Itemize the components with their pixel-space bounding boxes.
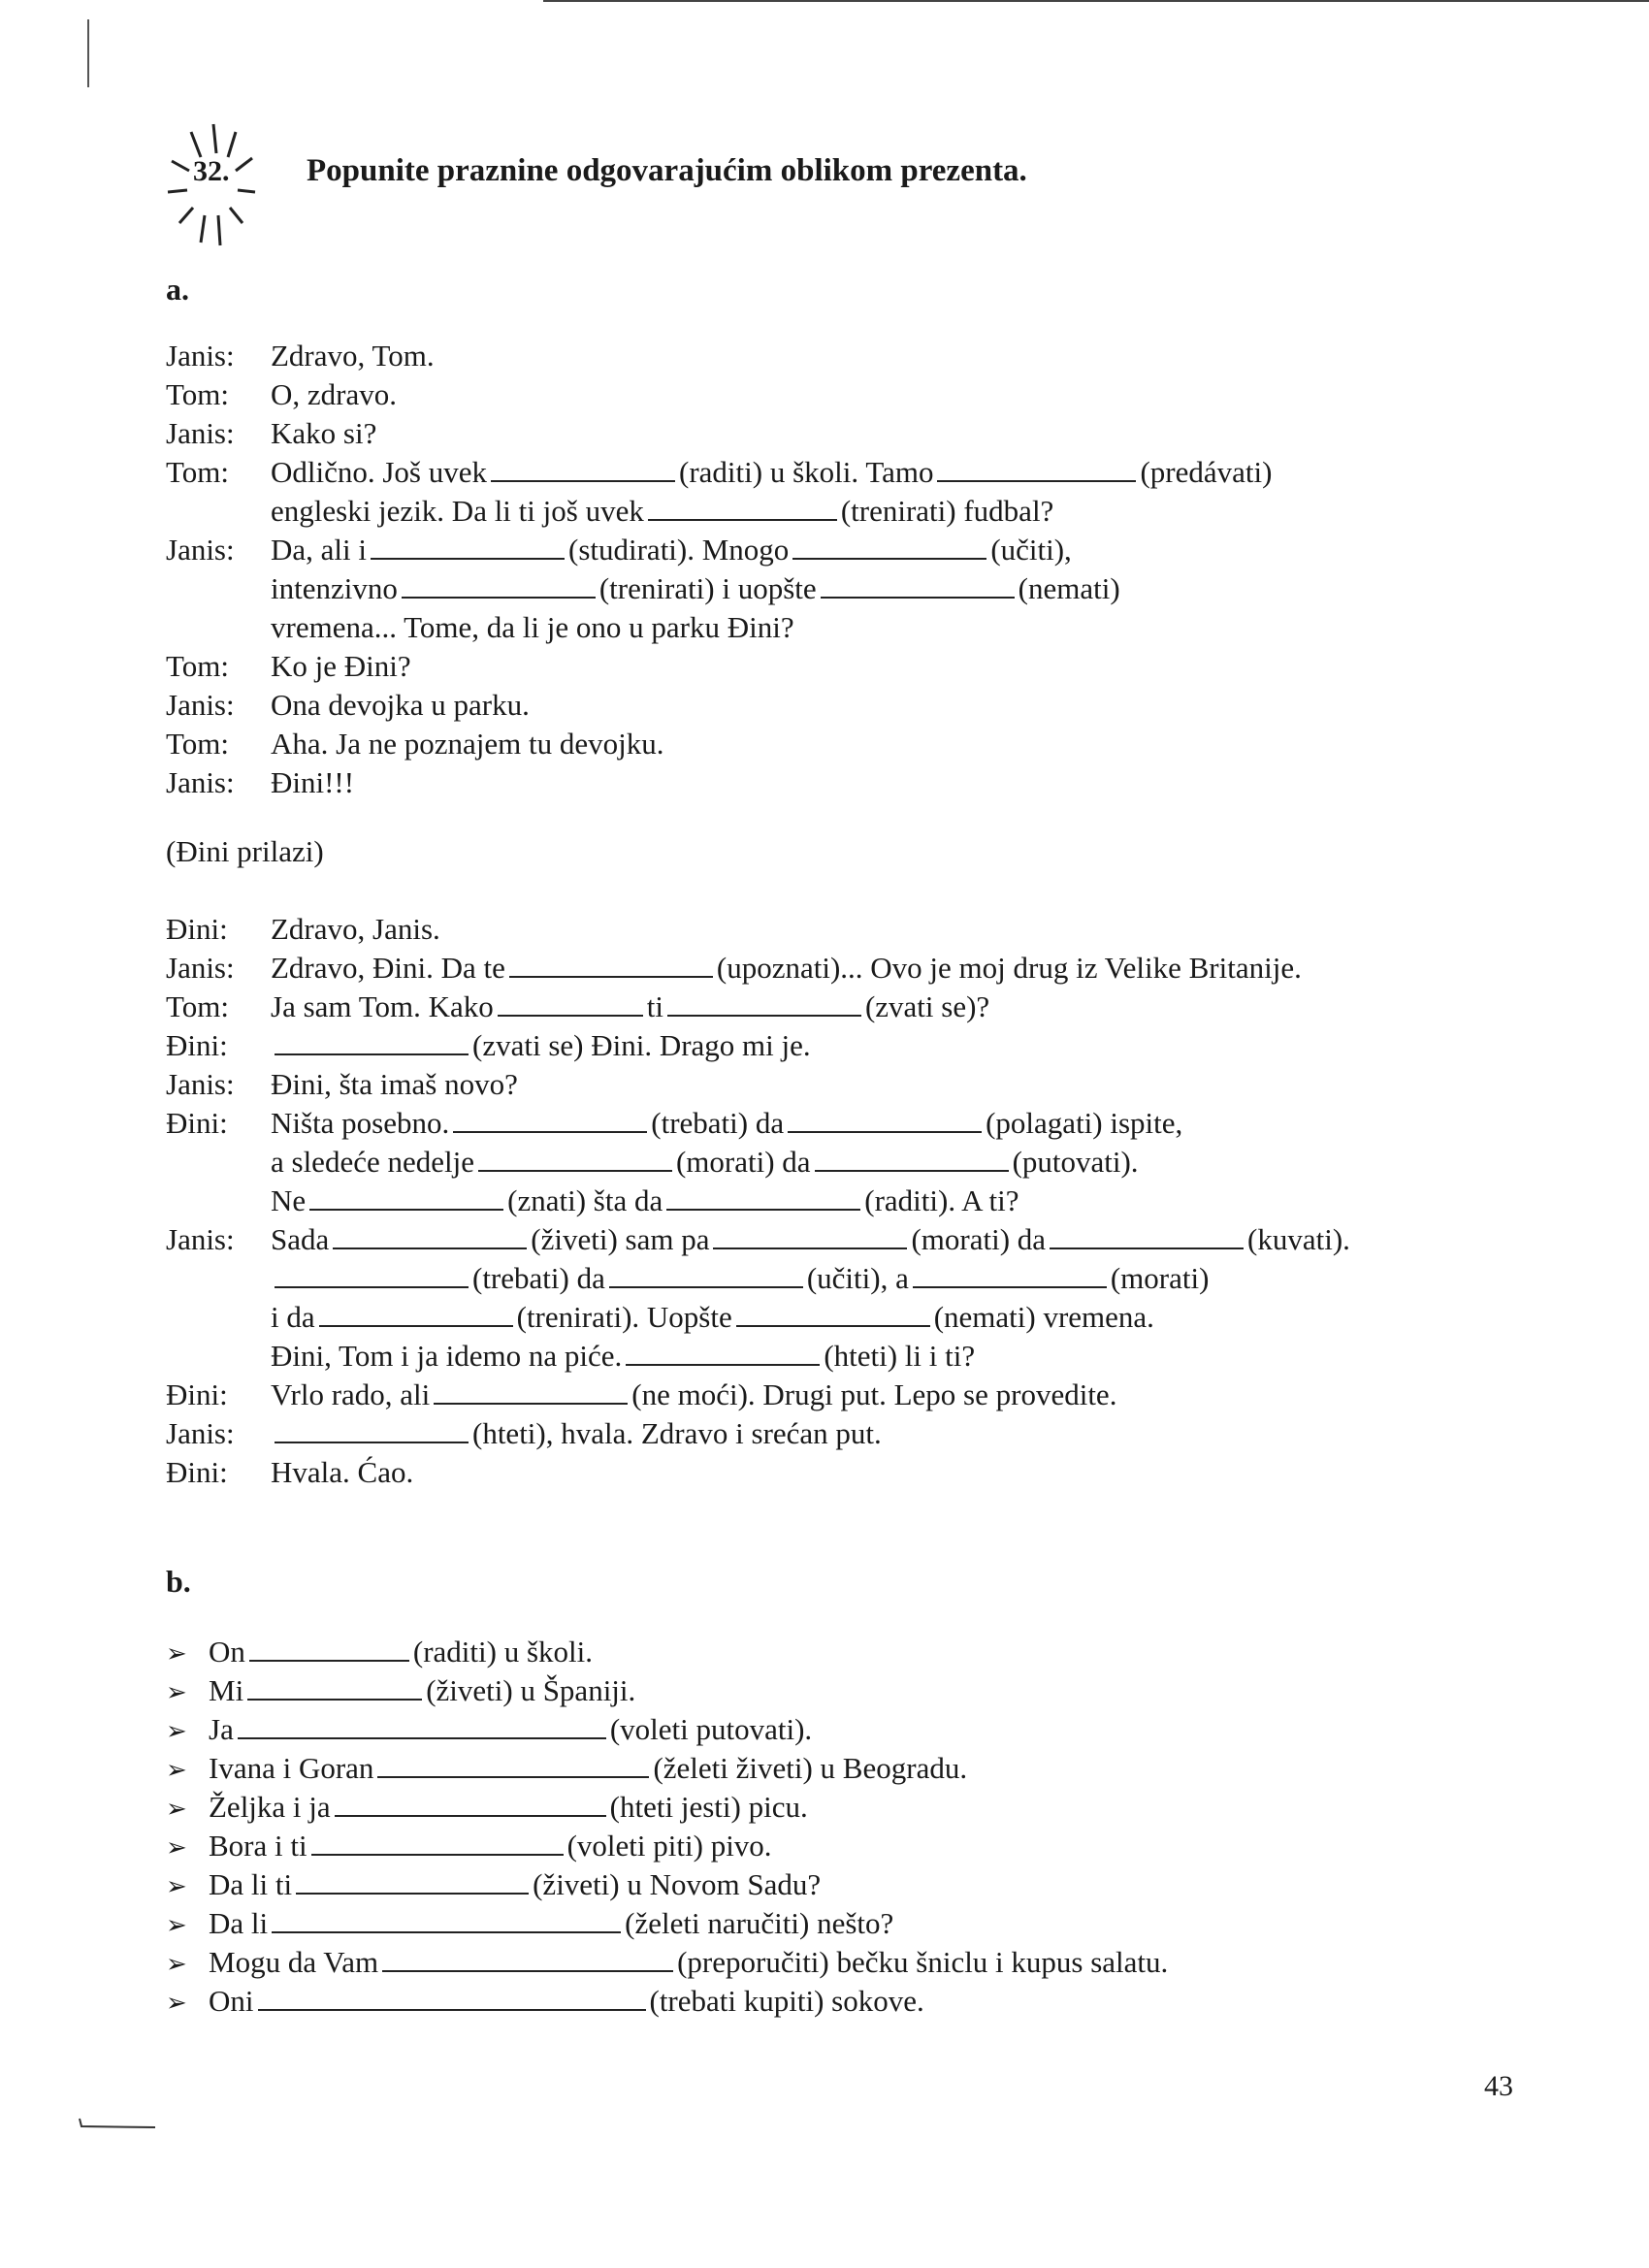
line-segment: Đini, Tom i ja idemo na piće. <box>271 1339 623 1373</box>
line-segment: Odlično. Još uvek <box>271 455 488 489</box>
line-text <box>271 1065 518 1104</box>
answer-blank[interactable] <box>498 989 643 1017</box>
line-segment: Kako si? <box>271 416 377 450</box>
dialogue-line <box>166 1143 1524 1182</box>
answer-blank[interactable] <box>238 1712 606 1739</box>
item-hint: (raditi) u školi. <box>412 1635 593 1669</box>
answer-blank[interactable] <box>937 455 1136 482</box>
dialogue-line <box>166 1220 1524 1259</box>
line-text <box>271 608 794 647</box>
item-hint: (voleti putovati). <box>609 1712 813 1746</box>
dialogue-line <box>166 337 1524 375</box>
exercise-instruction: Popunite praznine odgovarajućim oblikom prezenta. <box>307 153 1027 188</box>
line-text <box>271 686 530 725</box>
answer-blank[interactable] <box>335 1790 606 1817</box>
line-text <box>271 337 435 375</box>
dialogue-line <box>166 531 1524 569</box>
arrowhead-bullet-icon: ➢ <box>166 1911 187 1939</box>
list-item <box>166 1633 1168 1671</box>
answer-blank[interactable] <box>434 1377 628 1405</box>
line-text <box>271 763 354 802</box>
line-segment: (zvati se)? <box>864 989 990 1023</box>
line-text <box>271 569 1120 608</box>
answer-blank[interactable] <box>382 1945 673 1972</box>
line-segment: (studirati). Mnogo <box>568 533 790 567</box>
dialogue-line <box>166 1298 1524 1337</box>
dialogue-line <box>166 492 1524 531</box>
line-segment: (učiti), a <box>806 1261 909 1295</box>
list-item <box>166 1943 1168 1982</box>
dialogue-line <box>166 910 1524 949</box>
answer-blank[interactable] <box>509 951 713 978</box>
speaker-name: Janis: <box>166 1416 235 1450</box>
line-segment: (znati) šta da <box>507 1183 663 1217</box>
answer-blank[interactable] <box>713 1222 907 1249</box>
answer-blank[interactable] <box>736 1300 930 1327</box>
item-hint: (trebati kupiti) sokove. <box>649 1984 924 2018</box>
section-b-label: b. <box>166 1564 191 1599</box>
dialogue-part1 <box>166 337 1524 802</box>
answer-blank[interactable] <box>821 571 1015 599</box>
item-subject: Željka i ja <box>209 1790 331 1824</box>
line-text <box>271 725 663 763</box>
line-text <box>271 414 376 453</box>
list-item <box>166 1982 1168 2021</box>
line-segment: Da, ali i <box>271 533 367 567</box>
answer-blank[interactable] <box>333 1222 527 1249</box>
item-subject: Ivana i Goran <box>209 1751 374 1785</box>
line-segment: intenzivno <box>271 571 398 605</box>
answer-blank[interactable] <box>311 1829 564 1856</box>
speaker-name <box>166 1143 271 1182</box>
item-subject: Mogu da Vam <box>209 1945 379 1979</box>
scan-edge-line <box>87 19 89 87</box>
item-subject: Oni <box>209 1984 254 2018</box>
speaker-name: Janis: <box>166 339 235 373</box>
line-segment: (polagati) ispite, <box>986 1106 1183 1140</box>
speaker-name: Janis: <box>166 1222 235 1256</box>
answer-blank[interactable] <box>788 1106 982 1133</box>
stage-direction: (Đini prilazi) <box>166 834 324 868</box>
line-segment: (predávati) <box>1140 455 1273 489</box>
line-segment: (trebati) da <box>472 1261 605 1295</box>
answer-blank[interactable] <box>371 533 565 560</box>
list-item <box>166 1671 1168 1710</box>
line-segment: Zdravo, Đini. Da te <box>271 951 505 985</box>
line-text <box>271 1220 1350 1259</box>
speaker-name: Janis: <box>166 951 235 985</box>
answer-blank[interactable] <box>249 1635 409 1662</box>
dialogue-line <box>166 1065 1524 1104</box>
exercise-number-badge <box>160 114 267 250</box>
dialogue-line <box>166 1414 1524 1453</box>
speaker-name: Tom: <box>166 989 229 1023</box>
line-segment: (putovati). <box>1012 1145 1139 1179</box>
answer-blank[interactable] <box>626 1339 820 1366</box>
line-segment: (trenirati) fudbal? <box>840 494 1054 528</box>
line-segment: (živeti) sam pa <box>531 1222 710 1256</box>
line-segment: (upoznati)... Ovo je moj drug iz Velike Britanije. <box>716 951 1302 985</box>
answer-blank[interactable] <box>275 1028 469 1055</box>
line-segment: Đini!!! <box>271 765 355 799</box>
item-subject: On <box>209 1635 245 1669</box>
arrowhead-bullet-icon: ➢ <box>166 1678 187 1706</box>
answer-blank[interactable] <box>309 1183 503 1211</box>
dialogue-line <box>166 1026 1524 1065</box>
speaker-name: Janis: <box>166 1067 235 1101</box>
speaker-name <box>166 492 271 531</box>
speaker-name <box>166 1259 271 1298</box>
line-segment: Sada <box>271 1222 330 1256</box>
line-segment: Đini, šta imaš novo? <box>271 1067 518 1101</box>
answer-blank[interactable] <box>453 1106 647 1133</box>
line-segment: (raditi). A ti? <box>864 1183 1019 1217</box>
line-segment: Ko je Đini? <box>271 649 411 683</box>
line-segment: Hvala. Ćao. <box>271 1455 414 1489</box>
item-subject: Ja <box>209 1712 234 1746</box>
dialogue-line <box>166 453 1524 492</box>
line-text <box>271 1026 811 1065</box>
speaker-name: Tom: <box>166 649 229 683</box>
arrowhead-bullet-icon: ➢ <box>166 1795 187 1823</box>
dialogue-line <box>166 647 1524 686</box>
line-segment: Ništa posebno. <box>271 1106 450 1140</box>
dialogue-line <box>166 375 1524 414</box>
answer-blank[interactable] <box>377 1751 649 1778</box>
answer-blank[interactable] <box>272 1906 621 1933</box>
speaker-name <box>166 1298 271 1337</box>
line-segment: Aha. Ja ne poznajem tu devojku. <box>271 727 664 761</box>
answer-blank[interactable] <box>478 1145 672 1172</box>
speaker-name: Janis: <box>166 533 235 567</box>
line-segment: (trenirati). Uopšte <box>516 1300 732 1334</box>
speaker-name: Đini: <box>166 912 228 946</box>
item-hint: (hteti jesti) picu. <box>609 1790 808 1824</box>
speaker-name: Đini: <box>166 1377 228 1411</box>
speaker-name: Tom: <box>166 455 229 489</box>
speaker-name: Đini: <box>166 1106 228 1140</box>
line-segment: a sledeće nedelje <box>271 1145 474 1179</box>
line-segment: Zdravo, Janis. <box>271 912 440 946</box>
dialogue-line <box>166 1182 1524 1220</box>
list-item <box>166 1827 1168 1865</box>
arrowhead-bullet-icon: ➢ <box>166 1639 187 1668</box>
line-segment: (nemati) <box>1018 571 1120 605</box>
line-segment: (morati) da <box>675 1145 811 1179</box>
line-text <box>271 1104 1182 1143</box>
dialogue-line <box>166 1104 1524 1143</box>
exercise-number: 32. <box>193 155 230 187</box>
list-item <box>166 1749 1168 1788</box>
line-text <box>271 988 989 1026</box>
line-segment: Ne <box>271 1183 307 1217</box>
line-segment: (hteti), hvala. Zdravo i srećan put. <box>472 1416 882 1450</box>
dialogue-line <box>166 1453 1524 1492</box>
line-segment: O, zdravo. <box>271 377 397 411</box>
line-segment: (trebati) da <box>651 1106 785 1140</box>
speaker-name: Janis: <box>166 765 235 799</box>
speaker-name: Đini: <box>166 1028 228 1062</box>
dialogue-line <box>166 988 1524 1026</box>
line-text <box>271 492 1053 531</box>
list-item <box>166 1788 1168 1827</box>
item-hint: (preporučiti) bečku šniclu i kupus salatu. <box>677 1945 1169 1979</box>
speaker-name: Janis: <box>166 688 235 722</box>
item-subject: Mi <box>209 1673 244 1707</box>
line-segment: (raditi) u školi. Tamo <box>679 455 934 489</box>
line-text <box>271 531 1072 569</box>
line-text <box>271 1143 1139 1182</box>
speaker-name <box>166 1337 271 1376</box>
item-subject: Da li ti <box>209 1867 293 1901</box>
line-segment: Vrlo rado, ali <box>271 1377 431 1411</box>
line-text <box>271 1298 1154 1337</box>
line-segment: (kuvati). <box>1247 1222 1350 1256</box>
item-hint: (želeti živeti) u Beogradu. <box>653 1751 968 1785</box>
dialogue-line <box>166 763 1524 802</box>
line-text <box>271 949 1302 988</box>
line-text <box>271 1259 1209 1298</box>
line-segment: Ona devojka u parku. <box>271 688 530 722</box>
line-segment: (trenirati) i uopšte <box>598 571 817 605</box>
answer-blank[interactable] <box>319 1300 513 1327</box>
line-segment: i da <box>271 1300 315 1334</box>
line-segment: (morati) <box>1110 1261 1210 1295</box>
line-segment: (učiti), <box>990 533 1072 567</box>
line-text <box>271 1376 1116 1414</box>
answer-blank[interactable] <box>666 1183 860 1211</box>
line-segment: engleski jezik. Da li ti još uvek <box>271 494 644 528</box>
speaker-name: Đini: <box>166 1455 228 1489</box>
item-subject: Da li <box>209 1906 269 1940</box>
line-text <box>271 1182 1019 1220</box>
speaker-name: Tom: <box>166 377 229 411</box>
speaker-name <box>166 608 271 647</box>
section-b-list <box>166 1633 1168 2021</box>
arrowhead-bullet-icon: ➢ <box>166 1950 187 1978</box>
dialogue-line <box>166 1259 1524 1298</box>
dialogue-part2 <box>166 910 1524 1492</box>
line-segment: vremena... Tome, da li je ono u parku Đini? <box>271 610 794 644</box>
speaker-name <box>166 569 271 608</box>
answer-blank[interactable] <box>491 455 675 482</box>
scan-edge-line <box>543 0 1649 2</box>
dialogue-line <box>166 608 1524 647</box>
answer-blank[interactable] <box>402 571 596 599</box>
speaker-name <box>166 1182 271 1220</box>
dialogue-line <box>166 569 1524 608</box>
dialogue-line <box>166 686 1524 725</box>
line-segment: Zdravo, Tom. <box>271 339 435 373</box>
line-segment: (nemati) vremena. <box>933 1300 1154 1334</box>
line-text <box>271 375 397 414</box>
dialogue-line <box>166 725 1524 763</box>
dialogue-line <box>166 949 1524 988</box>
speaker-name: Tom: <box>166 727 229 761</box>
item-subject: Bora i ti <box>209 1829 307 1863</box>
answer-blank[interactable] <box>258 1984 646 2011</box>
arrowhead-bullet-icon: ➢ <box>166 1989 187 2017</box>
answer-blank[interactable] <box>247 1673 422 1701</box>
speaker-name: Janis: <box>166 416 235 450</box>
line-text <box>271 1337 975 1376</box>
dialogue-line <box>166 1376 1524 1414</box>
list-item <box>166 1865 1168 1904</box>
line-segment: ti <box>646 989 663 1023</box>
line-text <box>271 453 1272 492</box>
item-hint: (živeti) u Španiji. <box>426 1673 636 1707</box>
arrowhead-bullet-icon: ➢ <box>166 1717 187 1745</box>
list-item <box>166 1904 1168 1943</box>
item-hint: (voleti piti) pivo. <box>566 1829 772 1863</box>
section-a-label: a. <box>166 272 189 307</box>
line-text <box>271 910 440 949</box>
answer-blank[interactable] <box>296 1867 529 1895</box>
scan-smudge-mark <box>78 2117 159 2128</box>
item-hint: (živeti) u Novom Sadu? <box>533 1867 822 1901</box>
line-segment: (zvati se) Đini. Drago mi je. <box>472 1028 811 1062</box>
answer-blank[interactable] <box>275 1261 469 1288</box>
line-text <box>271 647 411 686</box>
dialogue-line <box>166 1337 1524 1376</box>
answer-blank[interactable] <box>667 989 861 1017</box>
answer-blank[interactable] <box>913 1261 1107 1288</box>
line-text <box>271 1453 413 1492</box>
answer-blank[interactable] <box>275 1416 469 1443</box>
line-text <box>271 1414 882 1453</box>
line-segment: (hteti) li i ti? <box>824 1339 976 1373</box>
list-item <box>166 1710 1168 1749</box>
line-segment: (ne moći). Drugi put. Lepo se provedite. <box>631 1377 1117 1411</box>
answer-blank[interactable] <box>609 1261 803 1288</box>
answer-blank[interactable] <box>792 533 986 560</box>
page-number: 43 <box>1484 2070 1513 2102</box>
line-segment: (morati) da <box>911 1222 1047 1256</box>
answer-blank[interactable] <box>1050 1222 1244 1249</box>
arrowhead-bullet-icon: ➢ <box>166 1872 187 1900</box>
answer-blank[interactable] <box>648 494 837 521</box>
item-hint: (želeti naručiti) nešto? <box>625 1906 894 1940</box>
answer-blank[interactable] <box>815 1145 1009 1172</box>
arrowhead-bullet-icon: ➢ <box>166 1756 187 1784</box>
dialogue-line <box>166 414 1524 453</box>
line-segment: Ja sam Tom. Kako <box>271 989 494 1023</box>
arrowhead-bullet-icon: ➢ <box>166 1833 187 1862</box>
